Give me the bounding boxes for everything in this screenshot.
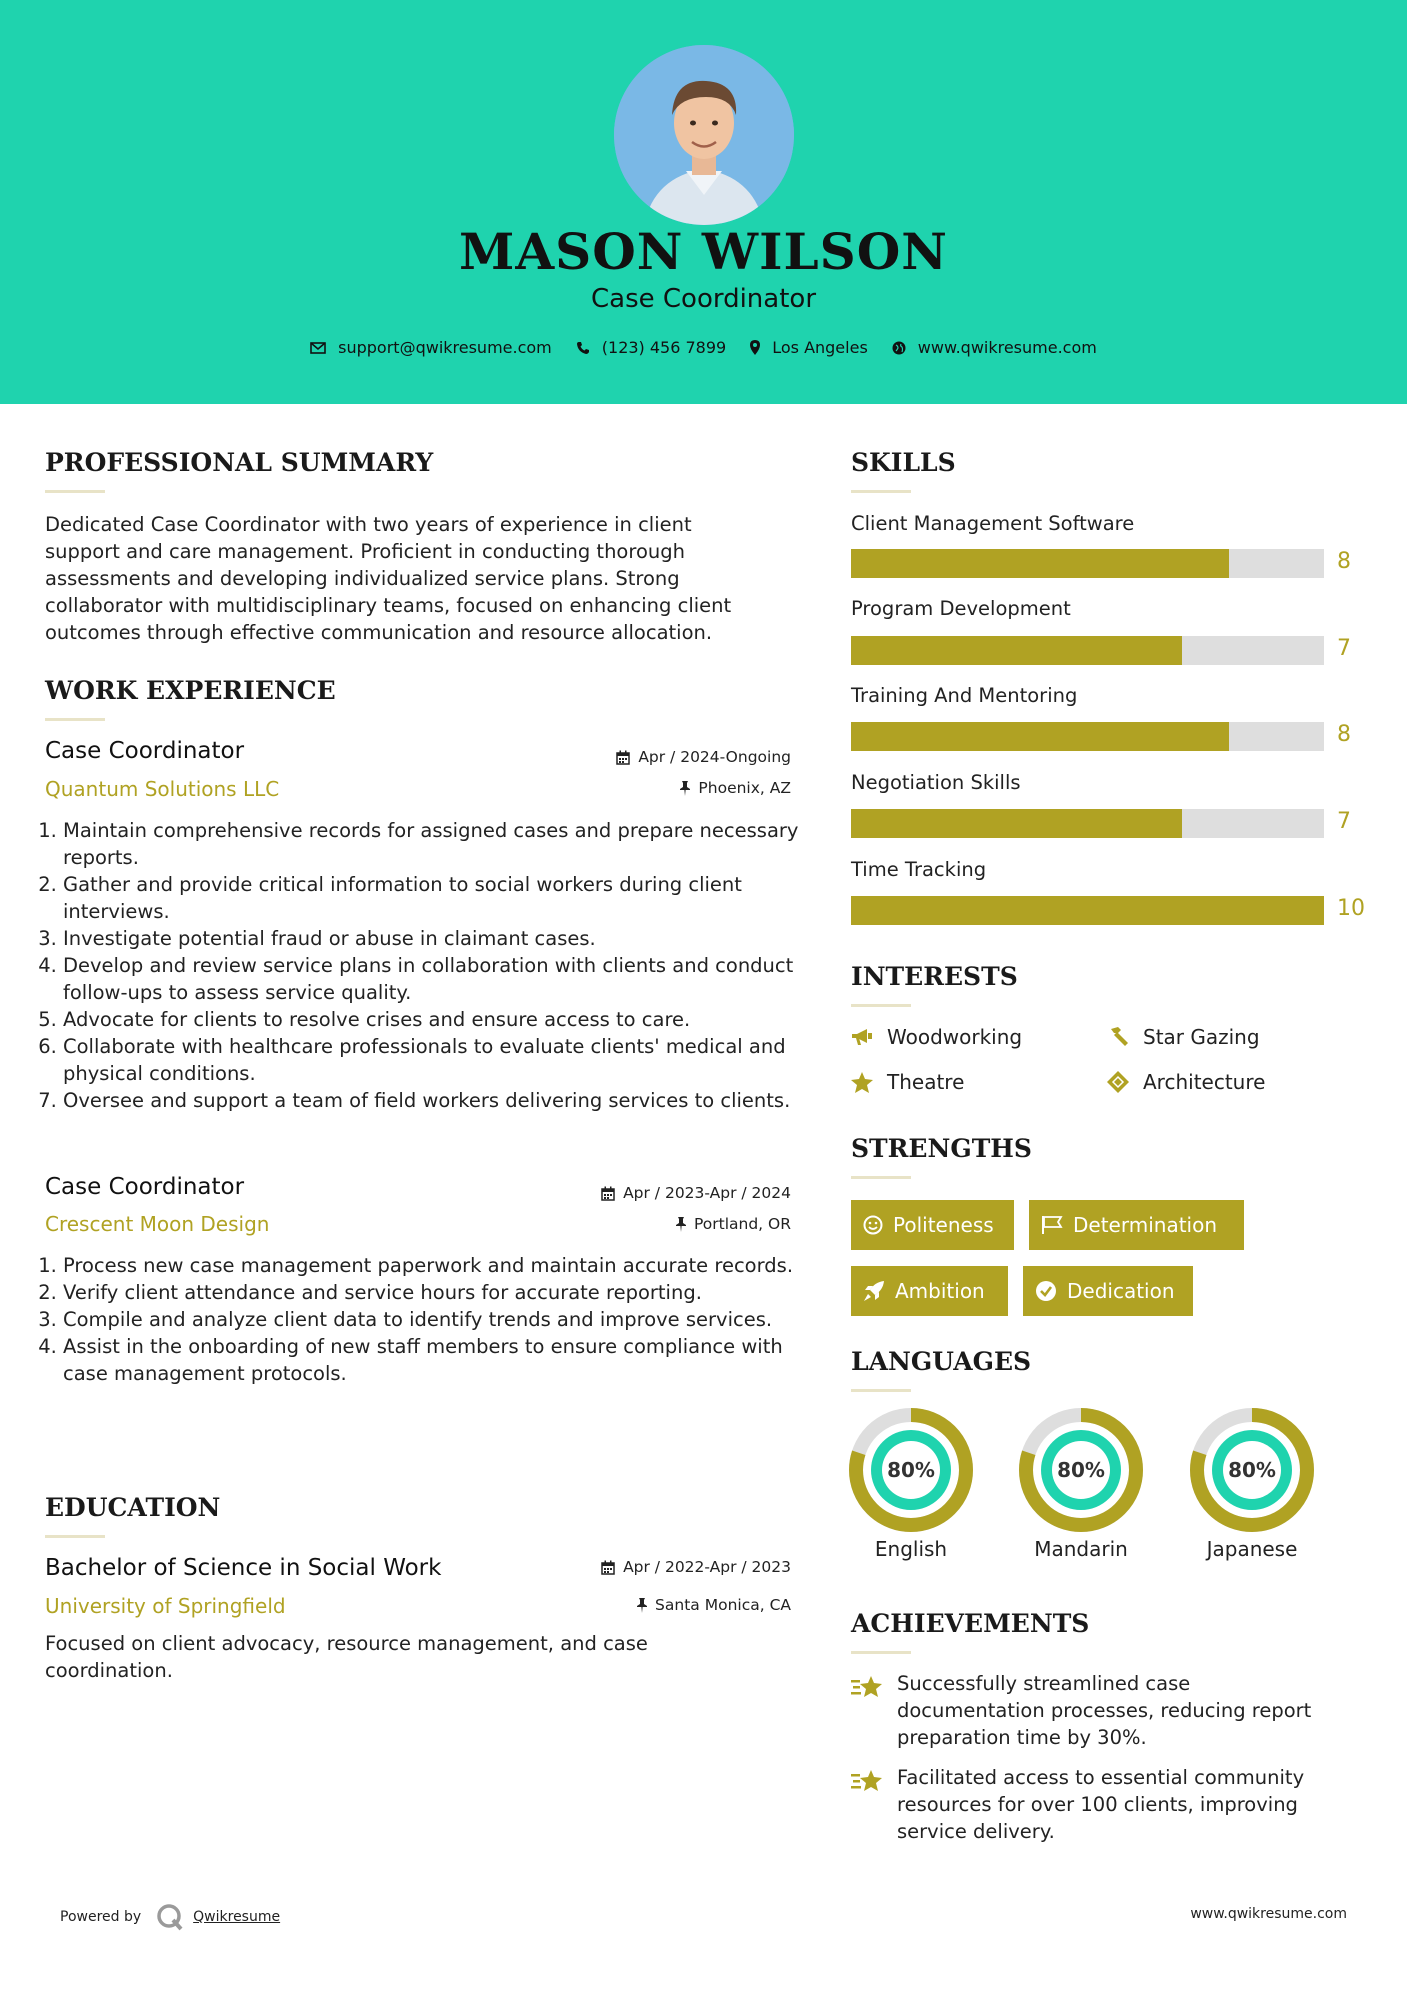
language-label: Japanese — [1206, 1537, 1298, 1561]
interests-underline — [851, 1004, 911, 1007]
candidate-name: MASON WILSON — [459, 222, 948, 281]
pushpin-icon — [637, 1598, 647, 1613]
language-item — [841, 1400, 981, 1561]
languages-underline — [851, 1389, 911, 1392]
duty-item: 6. Collaborate with healthcare professionals to evaluate clients' medical and physical conditions. — [63, 1033, 805, 1087]
pushpin-icon — [680, 781, 690, 796]
envelope-icon — [310, 342, 326, 354]
qwikresume-logo-icon — [155, 1902, 185, 1932]
achievement-text — [897, 1764, 1304, 1845]
strength-label: Determination — [1073, 1213, 1218, 1237]
calendar-icon — [616, 750, 630, 765]
skill-label: Program Development — [851, 597, 1071, 620]
skill-bar — [851, 549, 1324, 578]
ticket-icon — [1107, 1071, 1129, 1093]
skill-label: Client Management Software — [851, 512, 1135, 535]
strengths-heading: STRENGTHS — [851, 1134, 1032, 1163]
education-dates — [601, 1558, 791, 1576]
skill-bar — [851, 722, 1324, 751]
job-location — [676, 1215, 791, 1233]
duty-item: 1. Maintain comprehensive records for assigned cases and prepare necessary reports. — [63, 817, 805, 871]
education-description — [45, 1630, 648, 1684]
interest-item — [851, 1070, 964, 1094]
interest-label: Architecture — [1143, 1070, 1266, 1094]
calendar-icon — [601, 1560, 615, 1575]
skill-bar-fill — [851, 722, 1229, 751]
star-icon — [851, 1072, 873, 1093]
language-percent: 80% — [1057, 1458, 1105, 1482]
strength-badge — [851, 1200, 1014, 1250]
achievements-heading: ACHIEVEMENTS — [851, 1609, 1090, 1638]
job-dates-text: Apr / 2023-Apr / 2024 — [623, 1184, 791, 1202]
contact-email[interactable] — [310, 338, 552, 357]
flag-icon — [1041, 1215, 1063, 1235]
brand-link[interactable]: Qwikresume — [193, 1909, 281, 1925]
job-location-text: Phoenix, AZ — [698, 779, 791, 797]
skill-bar-fill — [851, 636, 1182, 665]
duty-item: 1. Process new case management paperwork and maintain accurate records. — [63, 1252, 805, 1279]
experience-heading: WORK EXPERIENCE — [45, 676, 336, 705]
contact-website[interactable] — [892, 338, 1097, 357]
skill-value: 7 — [1337, 636, 1351, 661]
contact-location-text: Los Angeles — [772, 338, 868, 357]
calendar-icon — [601, 1186, 615, 1201]
duty-item: 3. Investigate potential fraud or abuse in claimant cases. — [63, 925, 805, 952]
duty-item: 4. Develop and review service plans in collaboration with clients and conduct follow-ups to assess service quality. — [63, 952, 805, 1006]
degree-title: Bachelor of Science in Social Work — [45, 1555, 442, 1581]
interest-label: Star Gazing — [1143, 1025, 1260, 1049]
interest-label: Theatre — [887, 1070, 965, 1094]
shooting-star-icon — [851, 1768, 885, 1794]
profile-photo — [614, 45, 794, 225]
education-location-text: Santa Monica, CA — [655, 1596, 791, 1614]
achievement-line: resources for over 100 clients, improving — [897, 1793, 1298, 1816]
company-name: Crescent Moon Design — [45, 1212, 270, 1236]
duty-item: 3. Compile and analyze client data to identify trends and improve services. — [63, 1306, 805, 1333]
pushpin-icon — [676, 1217, 686, 1232]
skill-bar — [851, 809, 1324, 838]
achievement-line: documentation processes, reducing report — [897, 1699, 1312, 1722]
language-label: English — [874, 1537, 948, 1561]
contact-bar — [0, 338, 1407, 357]
language-ring — [841, 1400, 981, 1540]
language-ring — [1011, 1400, 1151, 1540]
school-name: University of Springfield — [45, 1594, 286, 1618]
summary-underline — [45, 490, 105, 493]
education-line: Focused on client advocacy, resource management, and case — [45, 1632, 648, 1655]
check-circle-icon — [1035, 1280, 1057, 1302]
achievement-line: Facilitated access to essential community — [897, 1766, 1305, 1789]
achievement-line: Successfully streamlined case — [897, 1672, 1191, 1695]
education-dates-text: Apr / 2022-Apr / 2023 — [623, 1558, 791, 1576]
skill-bar — [851, 896, 1324, 925]
skill-value: 8 — [1337, 549, 1351, 574]
job-dates — [601, 1184, 791, 1202]
footer-powered-by — [60, 1902, 280, 1932]
powered-by-text: Powered by — [60, 1909, 142, 1925]
job-location-text: Portland, OR — [693, 1215, 791, 1233]
achievement-item — [851, 1764, 1371, 1845]
skill-bar-fill — [851, 549, 1229, 578]
contact-location — [750, 338, 868, 357]
interest-label: Woodworking — [887, 1025, 1023, 1049]
language-item — [1011, 1400, 1151, 1561]
interests-heading: INTERESTS — [851, 962, 1018, 991]
language-percent: 80% — [1228, 1458, 1276, 1482]
hammer-icon — [1107, 1026, 1129, 1048]
summary-line: assessments and developing individualized service plans. Strong — [45, 567, 680, 590]
contact-website-text: www.qwikresume.com — [917, 338, 1097, 357]
skill-label: Negotiation Skills — [851, 771, 1021, 794]
education-heading: EDUCATION — [45, 1493, 221, 1522]
skill-value: 8 — [1337, 722, 1351, 747]
duty-item: 5. Advocate for clients to resolve crises and ensure access to care. — [63, 1006, 805, 1033]
achievement-text — [897, 1670, 1311, 1751]
skill-label: Time Tracking — [851, 858, 987, 881]
achievement-item — [851, 1670, 1371, 1751]
skill-label: Training And Mentoring — [851, 684, 1078, 707]
phone-icon — [576, 341, 590, 355]
summary-line: Dedicated Case Coordinator with two years of experience in client — [45, 513, 692, 536]
summary-heading: PROFESSIONAL SUMMARY — [45, 448, 434, 477]
summary-text — [45, 511, 731, 646]
contact-phone[interactable] — [576, 338, 726, 357]
shooting-star-icon — [851, 1674, 885, 1700]
header-banner — [0, 0, 1407, 404]
skill-value: 7 — [1337, 809, 1351, 834]
rocket-icon — [863, 1280, 885, 1302]
strength-badge — [851, 1266, 1008, 1316]
education-location — [637, 1596, 791, 1614]
smile-icon — [863, 1215, 883, 1235]
job-duties — [45, 817, 805, 1114]
candidate-title: Case Coordinator — [590, 284, 817, 314]
job-title: Case Coordinator — [45, 738, 245, 764]
company-name: Quantum Solutions LLC — [45, 777, 280, 801]
education-line: coordination. — [45, 1659, 173, 1682]
job-duties — [45, 1252, 805, 1387]
skill-bar-fill — [851, 896, 1324, 925]
globe-icon — [892, 341, 906, 355]
skills-heading: SKILLS — [851, 448, 956, 477]
strength-badge — [1029, 1200, 1244, 1250]
language-percent: 80% — [887, 1458, 935, 1482]
achievement-line: service delivery. — [897, 1820, 1055, 1843]
language-label: Mandarin — [1034, 1537, 1128, 1561]
duty-item: 7. Oversee and support a team of field workers delivering services to clients. — [63, 1087, 805, 1114]
language-ring — [1182, 1400, 1322, 1540]
job-dates-text: Apr / 2024-Ongoing — [638, 748, 791, 766]
summary-line: collaborator with multidisciplinary teams, focused on enhancing client — [45, 594, 732, 617]
interest-item — [1107, 1070, 1265, 1094]
summary-line: outcomes through effective communication and resource allocation. — [45, 621, 713, 644]
experience-underline — [45, 718, 105, 721]
achievement-line: preparation time by 30%. — [897, 1726, 1147, 1749]
job-location — [680, 779, 791, 797]
education-underline — [45, 1535, 105, 1538]
job-title: Case Coordinator — [45, 1174, 245, 1200]
duty-item: 2. Verify client attendance and service hours for accurate reporting. — [63, 1279, 805, 1306]
strengths-underline — [851, 1176, 911, 1179]
skill-bar — [851, 636, 1324, 665]
map-pin-icon — [750, 340, 760, 355]
footer-url[interactable]: www.qwikresume.com — [1190, 1906, 1347, 1922]
achievements-underline — [851, 1651, 911, 1654]
strength-label: Dedication — [1067, 1279, 1175, 1303]
duty-item: 2. Gather and provide critical information to social workers during client interviews. — [63, 871, 805, 925]
language-item — [1182, 1400, 1322, 1561]
contact-email-text: support@qwikresume.com — [338, 338, 552, 357]
strength-label: Ambition — [895, 1279, 985, 1303]
strength-badge — [1023, 1266, 1193, 1316]
skills-underline — [851, 490, 911, 493]
job-dates — [616, 748, 791, 766]
skill-value: 10 — [1337, 896, 1365, 921]
megaphone-icon — [851, 1027, 873, 1047]
summary-line: support and care management. Proficient in conducting thorough — [45, 540, 685, 563]
interest-item — [851, 1025, 1022, 1049]
skill-bar-fill — [851, 809, 1182, 838]
duty-item: 4. Assist in the onboarding of new staff members to ensure compliance with case management protocols. — [63, 1333, 805, 1387]
interest-item — [1107, 1025, 1260, 1049]
languages-heading: LANGUAGES — [851, 1347, 1032, 1376]
strength-label: Politeness — [893, 1213, 994, 1237]
contact-phone-text: (123) 456 7899 — [601, 338, 727, 357]
